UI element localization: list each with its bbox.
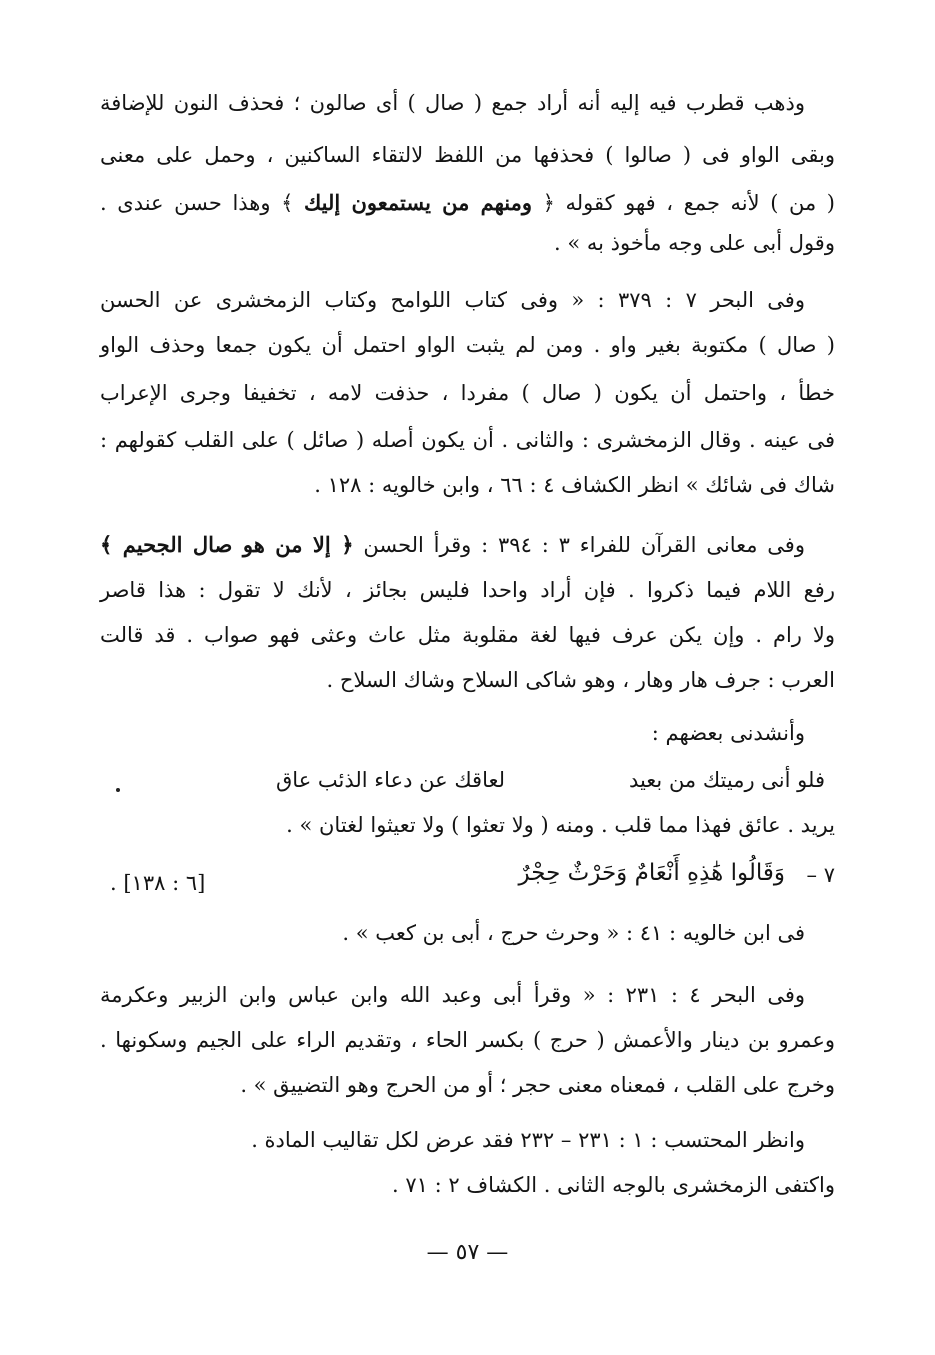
page-number: — ٥٧ — [426,1240,509,1265]
poem-after: يريد . عائق فهذا مما قلب . ومنه ( ولا تعثوا ) ولا تعيثوا لغتان » . [286,813,835,837]
para1-line3-post: ﴾ وهذا حسن عندى . [100,191,304,215]
para1-line3 [100,188,835,218]
verse-reference: [٦ : ١٣٨] . [110,871,206,895]
para1-line4: وقول أبى على وجه مأخوذ به » . [553,231,835,255]
quran-quote-2: ﴿ إلا من هو صال الجحيم ﴾ [100,532,354,557]
para1-line2: وبقى الواو فى ( صالوا ) فحذفها من اللفظ لالتقاء الساكنين ، وحمل على معنى [100,143,835,167]
para5-line1: وفى البحر ٤ : ٢٣١ : « وقرأ أبى وعبد الله وابن عباس وابن الزبير وعكرمة [100,983,805,1007]
para6-line1: وانظر المحتسب : ١ : ٢٣١ – ٢٣٢ فقد عرض لكل تقاليب المادة . [251,1128,805,1152]
para5-line3: وخرج على القلب ، فمعناه معنى حجر ؛ أو من الحرج وهو التضييق » . [240,1073,835,1097]
para2-line1: وفى البحر ٧ : ٣٧٩ : « وفى كتاب اللوامح وكتاب الزمخشرى عن الحسن [100,288,805,312]
poem-hemistich-1: فلو أنى رميتك من بعيد [628,768,825,792]
para2-line5: شاك فى شائك » انظر الكشاف ٤ : ٦٦ ، وابن خالويه : ١٢٨ . [314,473,835,497]
para1-line3-pre: ( من ) لأنه جمع ، فهو كقوله ﴿ [531,191,835,215]
poem-hemistich-2: لعاقك عن دعاء الذئب عاق [276,768,505,792]
verse-number: ٧ – [806,863,835,887]
para5-line2: وعمرو بن دينار والأعمش ( حرج ) بكسر الحاء ، وتقديم الراء على الجيم وسكونها . [100,1028,835,1052]
para3-line3: ولا رام . وإن يكن عرف فيها لغة مقلوبة مثل عاث وعثى فهو صواب . قد قالت [100,623,835,647]
para2-line2: ( صال ) مكتوبة بغير واو . ومن لم يثبت الواو احتمل أن يكون جمعا وحذف الواو [100,333,835,357]
verse-text: وَقَالُوا هَٰذِهِ أَنْعَامٌ وَحَرْثٌ حِجْرٌ [518,860,785,886]
para3-line2: رفع اللام فيما ذكروا . فإن أراد واحدا فليس بجائز ، لأنك لا تقول : هذا قاصر [100,578,835,602]
para2-line4: فى عينه . وقال الزمخشرى : والثانى . أن يكون أصله ( صائل ) على القلب كقولهم : [100,428,835,452]
para3-line1-pre: وفى معانى القرآن للفراء ٣ : ٣٩٤ : وقرأ الحسن [353,533,805,557]
para3-line4: العرب : جرف هار وهار ، وهو شاكى السلاح وشاك السلاح . [326,668,835,692]
para3-line1 [100,530,805,560]
para2-line3: خطأ ، واحتمل أن يكون ( صال ) مفردا ، حذفت لامه ، تخفيفا وجرى الإعراب [100,381,835,405]
para4-line1: فى ابن خالويه : ٤١ : « وحرث حرج ، أبى بن كعب » . [342,921,805,945]
para6-line2: واكتفى الزمخشرى بالوجه الثانى . الكشاف ٢ : ٧١ . [392,1173,835,1197]
poem-intro: وأنشدنى بعضهم : [651,721,805,745]
scan-speck [116,788,120,792]
para1-line1: وذهب قطرب فيه إليه أنه أراد جمع ( صال ) أى صالون ؛ فحذف النون للإضافة [100,91,805,115]
quran-quote-1: ومنهم من يستمعون إليك [303,190,532,215]
